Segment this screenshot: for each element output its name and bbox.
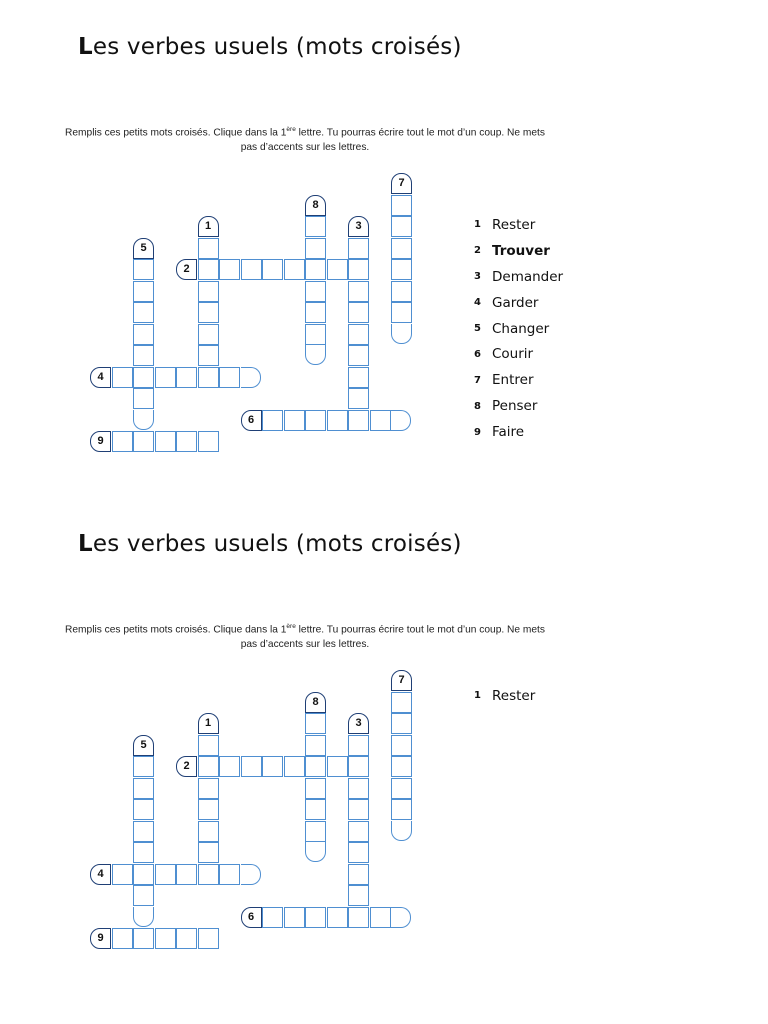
letter-cell-3[interactable] [348,821,369,842]
clue-number: 1 [474,690,481,702]
word-end-cap [391,821,412,841]
letter-cell-5[interactable] [133,259,154,280]
letter-cell-2[interactable] [241,756,262,777]
letter-cell-5[interactable] [133,388,154,409]
clue-number-5: 5 [133,735,154,756]
letter-cell-5[interactable] [133,367,154,388]
letter-cell-5[interactable] [133,799,154,820]
clue-number: 2 [474,245,481,257]
letter-cell-6[interactable] [348,907,369,928]
letter-cell-3[interactable] [348,799,369,820]
letter-cell-2[interactable] [327,756,348,777]
letter-cell-1[interactable] [198,281,219,302]
clue-number-4: 4 [90,367,111,388]
title-rest: es verbes usuels (mots croisés) [92,531,462,557]
letter-cell-5[interactable] [133,345,154,366]
letter-cell-7[interactable] [391,799,412,820]
letter-cell-3[interactable] [348,756,369,777]
letter-cell-3[interactable] [348,842,369,863]
letter-cell-6[interactable] [327,907,348,928]
letter-cell-8[interactable] [305,324,326,345]
clue-item [474,393,563,419]
word-end-cap [133,410,154,430]
letter-cell-7[interactable] [391,281,412,302]
letter-cell-5[interactable] [133,756,154,777]
letter-cell-3[interactable] [348,345,369,366]
instructions-after: lettre. Tu pourras écrire tout le mot d’un coup. Ne mets pas d’accents sur les lettres. [240,624,545,651]
letter-cell-4[interactable] [219,864,240,885]
clue-list [474,683,535,709]
letter-cell-7[interactable] [391,259,412,280]
letter-cell-1[interactable] [198,238,219,259]
clue-word: Faire [492,424,525,441]
letter-cell-9[interactable] [112,431,133,452]
letter-cell-8[interactable] [305,281,326,302]
letter-cell-7[interactable] [391,195,412,216]
clue-number-9: 9 [90,431,111,452]
letter-cell-2[interactable] [284,756,305,777]
letter-cell-1[interactable] [198,345,219,366]
letter-cell-6[interactable] [348,410,369,431]
letter-cell-1[interactable] [198,302,219,323]
letter-cell-8[interactable] [305,259,326,280]
word-end-cap [305,345,326,365]
letter-cell-7[interactable] [391,302,412,323]
clue-number: 1 [474,219,481,231]
letter-cell-3[interactable] [348,778,369,799]
clue-list [474,212,563,445]
letter-cell-8[interactable] [305,821,326,842]
clue-number-7: 7 [391,670,412,691]
letter-cell-9[interactable] [198,431,219,452]
letter-cell-6[interactable] [370,907,391,928]
clue-number: 5 [474,323,481,334]
letter-cell-4[interactable] [176,367,197,388]
letter-cell-9[interactable] [112,928,133,949]
clue-word: Entrer [492,372,534,389]
letter-cell-8[interactable] [305,302,326,323]
letter-cell-2[interactable] [262,259,283,280]
letter-cell-5[interactable] [133,864,154,885]
letter-cell-3[interactable] [348,259,369,280]
letter-cell-6[interactable] [370,410,391,431]
letter-cell-9[interactable] [198,928,219,949]
clue-item [474,367,563,393]
clue-number-6: 6 [241,410,262,431]
word-end-cap [391,907,411,928]
instructions-before: Remplis ces petits mots croisés. Clique dans la 1 [65,127,287,139]
letter-cell-7[interactable] [391,778,412,799]
letter-cell-5[interactable] [133,821,154,842]
clue-number-6: 6 [241,907,262,928]
letter-cell-3[interactable] [348,302,369,323]
clue-number-8: 8 [305,692,326,713]
crossword-grid [0,497,560,997]
clue-number-1: 1 [198,713,219,734]
letter-cell-3[interactable] [348,885,369,906]
letter-cell-2[interactable] [198,756,219,777]
clue-number-5: 5 [133,238,154,259]
title-rest: es verbes usuels (mots croisés) [92,34,462,60]
clue-number-3: 3 [348,216,369,237]
letter-cell-9[interactable] [155,431,176,452]
letter-cell-2[interactable] [219,756,240,777]
letter-cell-5[interactable] [133,324,154,345]
word-end-cap [305,842,326,862]
letter-cell-4[interactable] [112,864,133,885]
letter-cell-4[interactable] [219,367,240,388]
instructions-after: lettre. Tu pourras écrire tout le mot d’un coup. Ne mets pas d’accents sur les lettres. [240,127,545,154]
clue-item [474,264,563,290]
letter-cell-8[interactable] [305,735,326,756]
instructions-superscript: ère [286,126,296,133]
word-end-cap [391,324,412,344]
letter-cell-7[interactable] [391,216,412,237]
letter-cell-5[interactable] [133,885,154,906]
worksheet-2 [0,497,768,997]
letter-cell-8[interactable] [305,238,326,259]
clue-number-3: 3 [348,713,369,734]
clue-word: Changer [492,320,550,337]
letter-cell-2[interactable] [284,259,305,280]
letter-cell-1[interactable] [198,821,219,842]
word-end-cap [241,367,261,388]
clue-item [474,316,563,342]
letter-cell-6[interactable] [327,410,348,431]
letter-cell-6[interactable] [262,907,283,928]
letter-cell-3[interactable] [348,324,369,345]
clue-item [474,212,563,238]
letter-cell-4[interactable] [155,367,176,388]
title-initial: L [78,34,93,60]
letter-cell-7[interactable] [391,735,412,756]
letter-cell-7[interactable] [391,756,412,777]
letter-cell-9[interactable] [176,431,197,452]
clue-item [474,238,563,264]
clue-number-8: 8 [305,195,326,216]
clue-word: Trouver [492,242,550,259]
letter-cell-9[interactable] [155,928,176,949]
instructions-superscript: ère [286,623,296,630]
letter-cell-7[interactable] [391,713,412,734]
letter-cell-4[interactable] [198,367,219,388]
worksheet-1 [0,0,768,500]
clue-number-4: 4 [90,864,111,885]
word-end-cap [241,864,261,885]
clue-item [474,683,535,709]
letter-cell-3[interactable] [348,735,369,756]
clue-word: Rester [492,687,536,704]
letter-cell-7[interactable] [391,692,412,713]
clue-number: 7 [474,374,481,386]
clue-word: Garder [492,294,539,311]
letter-cell-3[interactable] [348,238,369,259]
letter-cell-4[interactable] [176,864,197,885]
word-end-cap [391,410,411,431]
clue-number-1: 1 [198,216,219,237]
letter-cell-2[interactable] [327,259,348,280]
letter-cell-4[interactable] [155,864,176,885]
letter-cell-2[interactable] [262,756,283,777]
title-initial: L [78,531,93,557]
letter-cell-9[interactable] [133,928,154,949]
clue-number-2: 2 [176,259,197,280]
letter-cell-8[interactable] [305,756,326,777]
clue-word: Rester [492,216,536,233]
clue-item [474,419,563,445]
letter-cell-1[interactable] [198,735,219,756]
clue-item [474,341,563,367]
clue-word: Demander [492,268,564,285]
letter-cell-1[interactable] [198,324,219,345]
letter-cell-8[interactable] [305,216,326,237]
letter-cell-7[interactable] [391,238,412,259]
clue-number-7: 7 [391,173,412,194]
letter-cell-6[interactable] [305,410,326,431]
letter-cell-3[interactable] [348,281,369,302]
letter-cell-2[interactable] [241,259,262,280]
letter-cell-3[interactable] [348,388,369,409]
clue-number-2: 2 [176,756,197,777]
letter-cell-5[interactable] [133,778,154,799]
letter-cell-3[interactable] [348,864,369,885]
clue-number: 3 [474,271,481,283]
letter-cell-1[interactable] [198,842,219,863]
clue-number: 4 [474,297,481,309]
word-end-cap [133,907,154,927]
clue-number: 8 [474,400,481,412]
letter-cell-5[interactable] [133,281,154,302]
letter-cell-2[interactable] [219,259,240,280]
letter-cell-6[interactable] [284,907,305,928]
clue-item [474,290,563,316]
letter-cell-3[interactable] [348,367,369,388]
letter-cell-5[interactable] [133,302,154,323]
clue-number: 9 [474,426,481,438]
letter-cell-6[interactable] [262,410,283,431]
letter-cell-8[interactable] [305,713,326,734]
clue-number-9: 9 [90,928,111,949]
letter-cell-9[interactable] [176,928,197,949]
letter-cell-4[interactable] [198,864,219,885]
letter-cell-1[interactable] [198,778,219,799]
letter-cell-8[interactable] [305,799,326,820]
letter-cell-4[interactable] [112,367,133,388]
clue-number: 6 [474,348,481,360]
instructions-before: Remplis ces petits mots croisés. Clique dans la 1 [65,624,287,636]
letter-cell-2[interactable] [198,259,219,280]
letter-cell-6[interactable] [284,410,305,431]
letter-cell-6[interactable] [305,907,326,928]
clue-word: Courir [492,346,534,363]
letter-cell-8[interactable] [305,778,326,799]
letter-cell-5[interactable] [133,842,154,863]
letter-cell-9[interactable] [133,431,154,452]
clue-word: Penser [492,398,538,415]
letter-cell-1[interactable] [198,799,219,820]
